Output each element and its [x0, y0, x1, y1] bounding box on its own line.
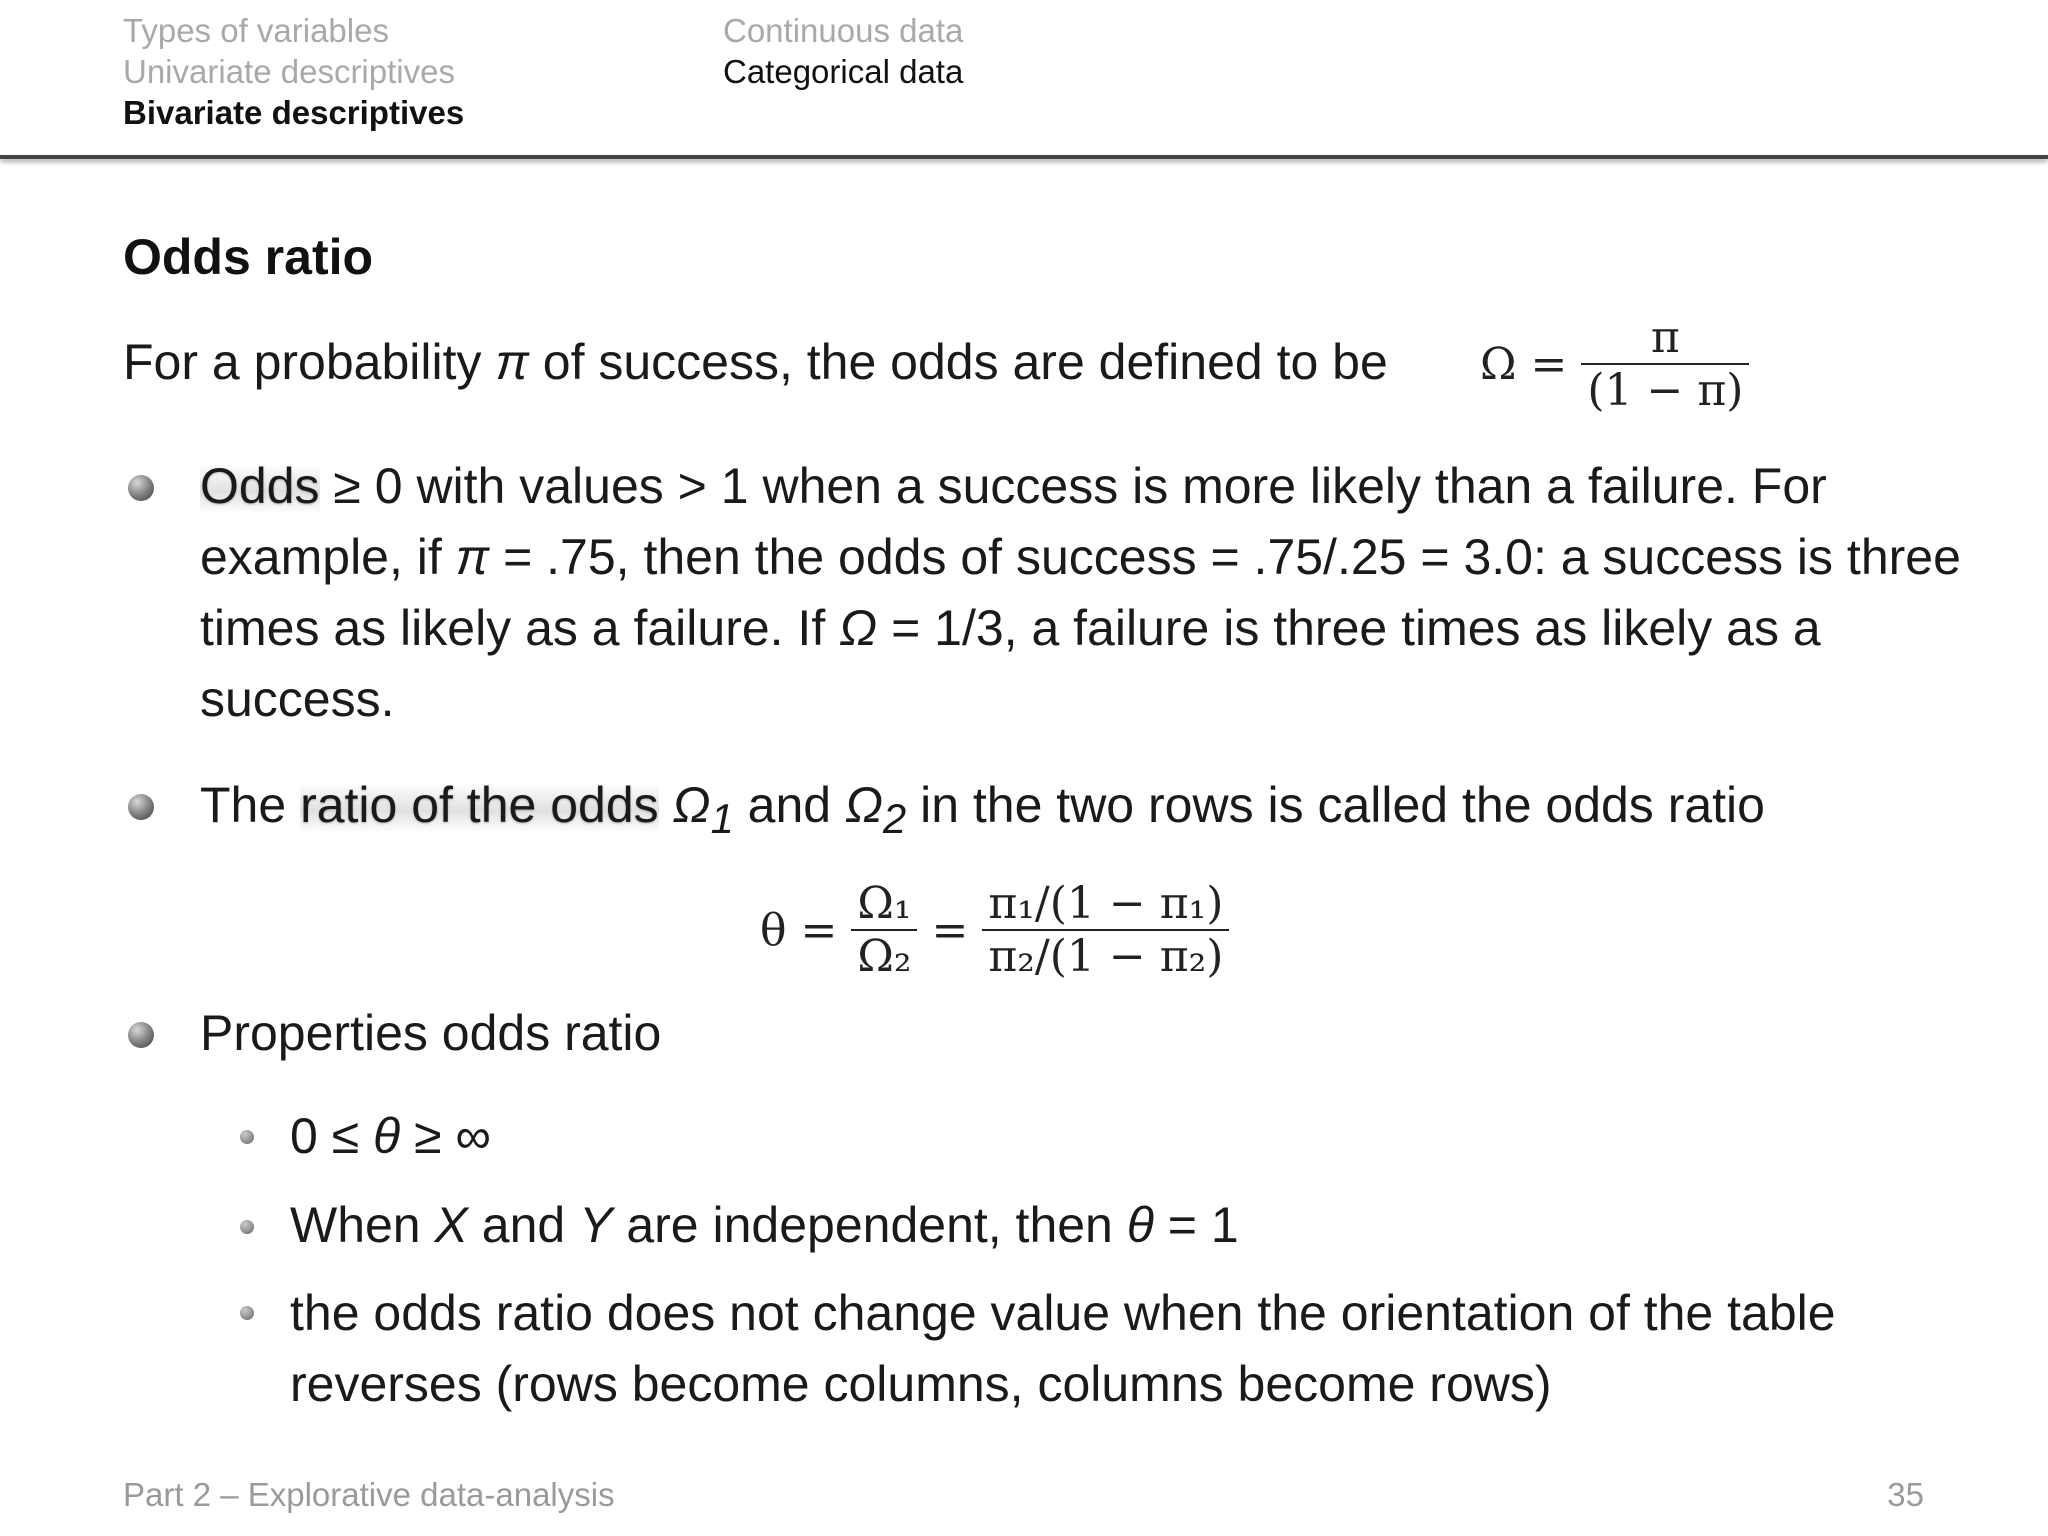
odds-numerator: π	[1650, 312, 1680, 363]
sub-bullet-icon	[240, 1220, 254, 1234]
equals-sign: =	[931, 904, 969, 956]
omega-denominator: Ω₂	[857, 931, 912, 982]
footer-course-part: Part 2 – Explorative data-analysis	[123, 1476, 615, 1513]
bullet-icon	[128, 1022, 154, 1048]
bullet2-text-2: in the two rows is called the odds ratio	[906, 777, 1765, 833]
bullet1-text-2: = .75, then the odds of success = .75/.25 = 3.0: a success is three times as likely as a failure. If	[200, 529, 1961, 656]
odds-denominator: (1 − π)	[1587, 365, 1744, 416]
slide-title: Odds ratio	[123, 229, 374, 285]
pi-symbol: π	[455, 529, 490, 585]
variable-y: Y	[579, 1197, 613, 1253]
bullet-icon	[128, 475, 154, 501]
property-orientation: the odds ratio does not change value when the orientation of the table reverses (rows become columns, columns become rows)	[290, 1285, 1836, 1412]
omega-numerator: Ω₁	[857, 878, 912, 929]
nav-item-continuous-data[interactable]: Continuous data	[723, 12, 964, 49]
odds-formula-lhs: Ω =	[1480, 338, 1568, 390]
bullet-ratio-of-odds	[200, 770, 1980, 854]
odds-fraction	[1581, 312, 1749, 416]
nav-item-types-of-variables[interactable]: Types of variables	[123, 12, 389, 49]
bullet1-text-3: = 1/3, a failure is three times as likely as a success.	[200, 600, 1821, 727]
odds-formula	[1480, 312, 1749, 416]
property-range	[290, 1101, 1990, 1172]
section-nav	[123, 10, 464, 133]
indep-text-4: = 1	[1153, 1197, 1239, 1253]
indep-text-1: When	[290, 1197, 435, 1253]
property-independence	[290, 1190, 1990, 1261]
indep-text-3: are independent, then	[612, 1197, 1127, 1253]
omega-symbol: Ω	[844, 777, 884, 833]
intro-text-end: of success, the odds are defined to be	[528, 334, 1388, 390]
bullet2-and: and	[733, 777, 845, 833]
odds-ratio-formula	[760, 878, 1243, 982]
range-text-2: ≥ ∞	[400, 1108, 492, 1164]
omega-symbol: Ω	[672, 777, 711, 833]
bullet-properties-heading: Properties odds ratio	[200, 1005, 662, 1061]
subsection-nav	[723, 10, 963, 92]
bullet1-text-1: ≥ 0 with values > 1 when a success is more likely than a failure. For example, if	[200, 458, 1827, 585]
intro-text-start: For a probability	[123, 334, 496, 390]
omega-fraction	[851, 878, 917, 982]
intro-text	[123, 333, 1388, 391]
theta-symbol: θ	[1126, 1197, 1154, 1253]
omega-symbol: Ω	[839, 600, 878, 656]
header-divider	[0, 155, 2048, 159]
theta-symbol: θ	[373, 1108, 401, 1164]
sub-bullet-icon	[240, 1306, 254, 1320]
page-number: 35	[1887, 1476, 1924, 1513]
subscript-1: 1	[710, 795, 734, 842]
highlight-odds: Odds	[200, 458, 320, 514]
highlight-ratio-of-odds: ratio of the odds	[300, 777, 659, 833]
theta-formula-lhs: θ =	[760, 904, 838, 956]
subscript-2: 2	[883, 795, 907, 842]
nav-item-univariate-descriptives[interactable]: Univariate descriptives	[123, 53, 455, 90]
variable-x: X	[434, 1197, 468, 1253]
indep-text-2: and	[467, 1197, 580, 1253]
pi-fraction	[982, 878, 1229, 982]
range-text-1: 0 ≤	[290, 1108, 374, 1164]
sub-bullet-icon	[240, 1130, 254, 1144]
pi-numerator: π₁/(1 − π₁)	[988, 878, 1224, 929]
nav-item-bivariate-descriptives[interactable]: Bivariate descriptives	[123, 94, 465, 131]
bullet-icon	[128, 794, 154, 820]
bullet2-text-1: The	[200, 777, 301, 833]
pi-denominator: π₂/(1 − π₂)	[988, 931, 1224, 982]
pi-symbol: π	[495, 334, 529, 390]
nav-item-categorical-data[interactable]: Categorical data	[723, 53, 964, 90]
bullet-odds-definition	[200, 451, 1980, 735]
